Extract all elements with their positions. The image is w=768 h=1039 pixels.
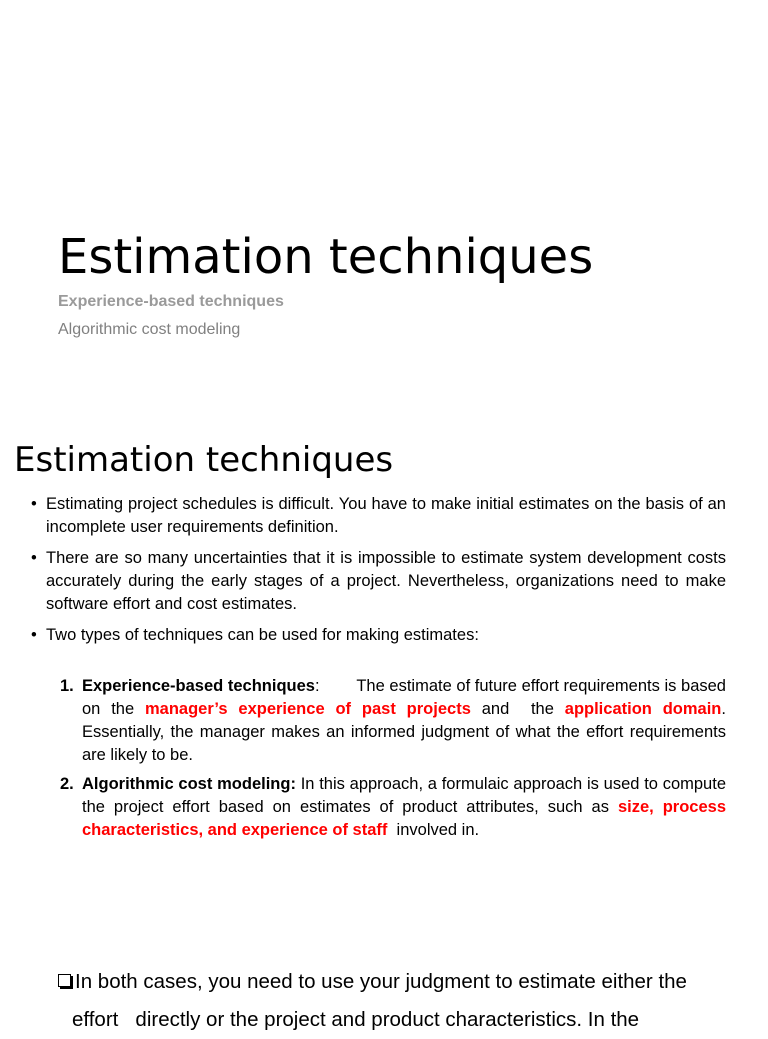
item-number: 1. <box>60 677 74 695</box>
highlight-text: manager’s experience of past projects <box>145 700 471 718</box>
item-text: In this approach, a formulaic approach is used to compute the project effort based on estimates of product attributes, such as <box>82 775 726 816</box>
bottom-line: effort directly or the project and product characteristics. In the <box>72 1008 640 1031</box>
bottom-paragraph <box>58 963 718 1039</box>
bullet-text: Two types of techniques can be used for making estimates: <box>46 626 479 644</box>
slide-subtitle-algorithmic: Algorithmic cost modeling <box>58 321 241 338</box>
bullet-item <box>31 493 726 539</box>
bullet-list <box>31 493 726 655</box>
checkbox-bullet-icon <box>58 974 71 987</box>
bullet-text: Estimating project schedules is difficult. You have to make initial estimates on the basis of an incomplete user requirements definition. <box>46 495 726 536</box>
item-text: The estimate of future effort requirements is based on the <box>82 677 731 718</box>
item-label: Algorithmic cost modeling: <box>82 775 296 793</box>
bottom-line: In both cases, you need to use your judgment to estimate either the <box>75 970 687 993</box>
item-number: 2. <box>60 775 74 793</box>
numbered-item-algorithmic <box>60 773 727 842</box>
item-text: . Essentially, the manager makes an informed judgment of what the effort requirements are likely to be. <box>82 700 726 764</box>
item-label-colon: : <box>314 677 320 695</box>
bullet-item <box>31 624 726 647</box>
slide-subtitle-experience: Experience-based techniques <box>58 293 284 310</box>
highlight-text: size, process characteristics, and experience of staff <box>82 798 727 839</box>
section-title: Estimation techniques <box>14 440 394 480</box>
numbered-list <box>60 675 731 848</box>
numbered-item-experience <box>60 675 731 767</box>
slide-title: Estimation techniques <box>58 229 594 285</box>
bullet-dot-icon: • <box>31 495 37 513</box>
bullet-item <box>31 547 726 616</box>
item-text: involved in. <box>387 821 480 839</box>
bullet-dot-icon: • <box>31 626 37 644</box>
bullet-text: There are so many uncertainties that it is impossible to estimate system development costs accurately during the early stages of a project. Nevertheless, organizations need to make software effort and cost estimates. <box>46 549 726 613</box>
bullet-dot-icon: • <box>31 549 37 567</box>
highlight-text: application domain <box>564 700 722 718</box>
item-text: and the <box>470 700 565 718</box>
item-label: Experience-based techniques <box>82 677 315 695</box>
